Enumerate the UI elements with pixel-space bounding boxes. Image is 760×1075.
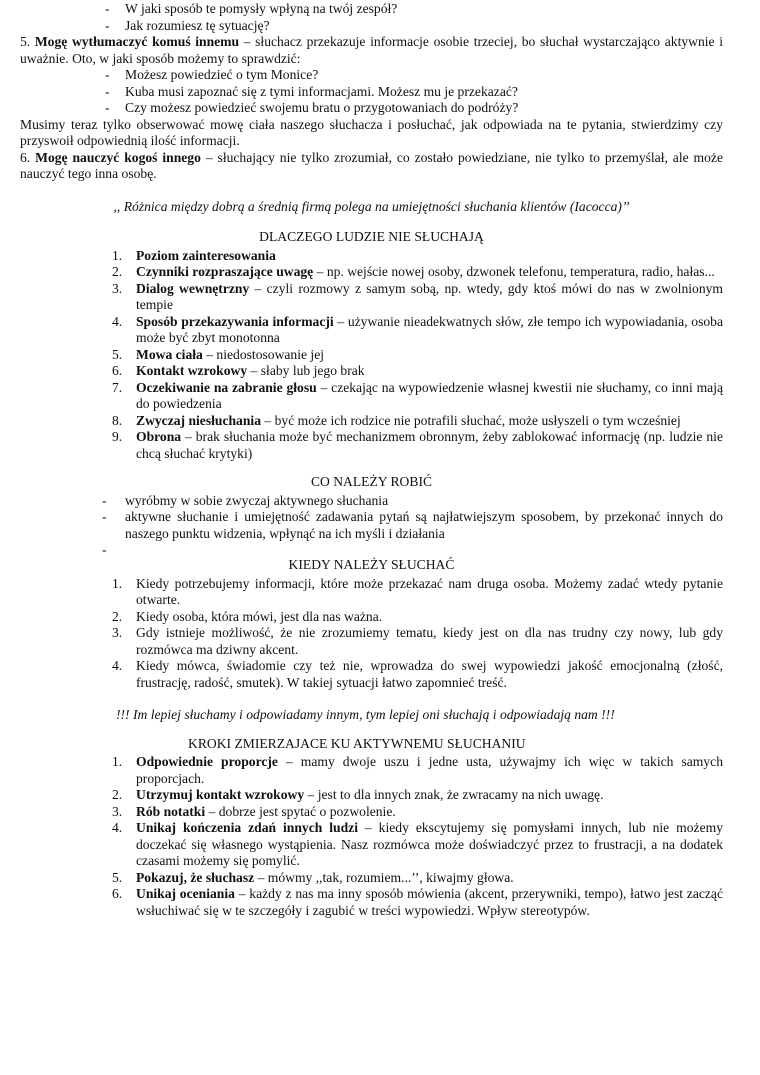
list-item: 3. Gdy istnieje możliwość, że nie zrozumiemy tematu, kiedy jest on dla nas trudny czy nowy, lub gdy rozmówca ma dziwny akcent. [112, 625, 723, 657]
section-5-after-paragraph: Musimy teraz tylko obserwować mowę ciała naszego słuchacza i posłuchać, jak odpowiada na te pytania, stwierdzimy czy przyswoił odpowiednią ilość informacji. [20, 116, 723, 148]
document-page [20, 1, 723, 919]
when-heading: KIEDY NALEŻY SŁUCHAĆ [288, 557, 455, 572]
why-list [20, 248, 723, 463]
list-item: - aktywne słuchanie i umiejętność zadawania pytań są najłatwiejszym sposobem, by przekonać innych do naszego punktu widzenia, wpłynąć na ich myśli i działania [102, 509, 723, 541]
list-item: 4. Kiedy mówca, świadomie czy też nie, wprowadza do swej wypowiedzi jakość emocjonalną (złość, frustrację, radość, smutek). W takiej sytuacji łatwo zapomnieć treść. [112, 658, 723, 690]
todo-heading: CO NALEŻY ROBIĆ [310, 474, 433, 489]
list-item: 7. Oczekiwanie na zabranie głosu – czekając na wypowiedzenie własnej kwestii nie słuchamy, co inni mają do powiedzenia [112, 379, 723, 411]
list-item: 4. Sposób przekazywania informacji – używanie nieadekwatnych słów, złe tempo ich wypowiadania, osoba może być zbyt monotonna [112, 313, 723, 345]
list-item: 1. Odpowiednie proporcje – mamy dwoje uszu i jedne usta, używajmy ich więc w takich samych proporcjach. [112, 754, 723, 786]
section-5-paragraph: 5. Mogę wytłumaczyć komuś innemu – słuchacz przekazuje informacje osobie trzeciej, bo słuchał wystarczająco aktywnie i uważnie. Oto, w jaki sposób możemy to sprawdzić: [20, 34, 723, 66]
section-6-paragraph: 6. Mogę nauczyć kogoś innego – słuchający nie tylko zrozumiał, co zostało powiedziane, nie tylko to przemyślał, ale może nauczyć tego inna osobę. [20, 149, 723, 181]
list-item: 5. Mowa ciała – niedostosowanie jej [112, 346, 325, 362]
list-item: - Kuba musi zapoznać się z tymi informacjami. Możesz mu je przekazać? [105, 83, 518, 99]
list-item: 3. Rób notatki – dobrze jest spytać o pozwolenie. [112, 803, 396, 819]
listening-quote: !!! Im lepiej słuchamy i odpowiadamy innym, tym lepiej oni słuchają i odpowiadają nam !!! [116, 707, 615, 722]
list-item: 1. Poziom zainteresowania [112, 247, 276, 263]
list-item: - wyróbmy w sobie zwyczaj aktywnego słuchania [102, 492, 389, 508]
list-item: 9. Obrona – brak słuchania może być mechanizmem obronnym, żeby zablokować informację (np. ludzie nie chcą słuchać krytyki) [112, 429, 723, 461]
list-item: 8. Zwyczaj niesłuchania – być może ich rodzice nie potrafili słuchać, może usłyszeli o tym wcześniej [112, 412, 681, 428]
list-item: 2. Utrzymuj kontakt wzrokowy – jest to dla innych znak, że zwracamy na nich uwagę. [112, 787, 604, 802]
list-item: 5. Pokazuj, że słuchasz – mówmy ,,tak, rozumiem...’’, kiwajmy głowa. [112, 869, 514, 885]
list-item: - Możesz powiedzieć o tym Monice? [105, 67, 319, 82]
section-6-title: Mogę nauczyć kogoś innego [35, 149, 201, 165]
list-item: - Czy możesz powiedzieć swojemu bratu o przygotowaniach do podróży? [105, 100, 519, 115]
todo-list [20, 493, 723, 559]
list-item: 6. Unikaj oceniania – każdy z nas ma inny sposób mówienia (akcent, przerywniki, tempo), łatwo jest zacząć wsłuchiwać się w te szczegóły i zagubić w treści wypowiedzi. Wpływ stereotypów. [112, 886, 723, 918]
list-item: 3. Dialog wewnętrzny – czyli rozmowy z samym sobą, np. wtedy, gdy ktoś mówi do nas w zwolnionym tempie [112, 280, 723, 312]
list-item: 6. Kontakt wzrokowy – słaby lub jego brak [112, 363, 365, 378]
list-item: 4. Unikaj kończenia zdań innych ludzi – kiedy ekscytujemy się pomysłami innych, lub nie możemy doczekać się własnego wystąpienia. Nasz rozmówca może doświadczyć przez to frustracji, a na dodatek czasami możemy się pomylić. [112, 820, 723, 868]
list-item: 2. Kiedy osoba, która mówi, jest dla nas ważna. [112, 608, 383, 624]
list-item: - [102, 542, 107, 557]
list-item: - Jak rozumiesz tę sytuację? [105, 17, 270, 33]
section-5-question-list [20, 67, 723, 117]
why-heading: DLACZEGO LUDZIE NIE SŁUCHAJĄ [259, 229, 484, 244]
list-item: - W jaki sposób te pomysły wpłyną na twój zespół? [105, 1, 398, 16]
top-question-list [20, 1, 723, 34]
when-list [20, 576, 723, 692]
iacocca-quote: ,, Różnica między dobrą a średnią firmą polega na umiejętności słuchania klientów (Iacocca)’’ [113, 198, 630, 214]
list-item: 2. Czynniki rozpraszające uwagę – np. wejście nowej osoby, dzwonek telefonu, temperatura, radio, hałas... [112, 264, 715, 279]
steps-heading: KROKI ZMIERZAJACE KU AKTYWNEMU SŁUCHANIU [188, 735, 526, 751]
section-5-title: Mogę wytłumaczyć komuś innemu [34, 34, 240, 49]
steps-list [20, 754, 723, 919]
list-item: 1. Kiedy potrzebujemy informacji, które może przekazać nam druga osoba. Możemy zadać wtedy pytanie otwarte. [112, 575, 723, 607]
